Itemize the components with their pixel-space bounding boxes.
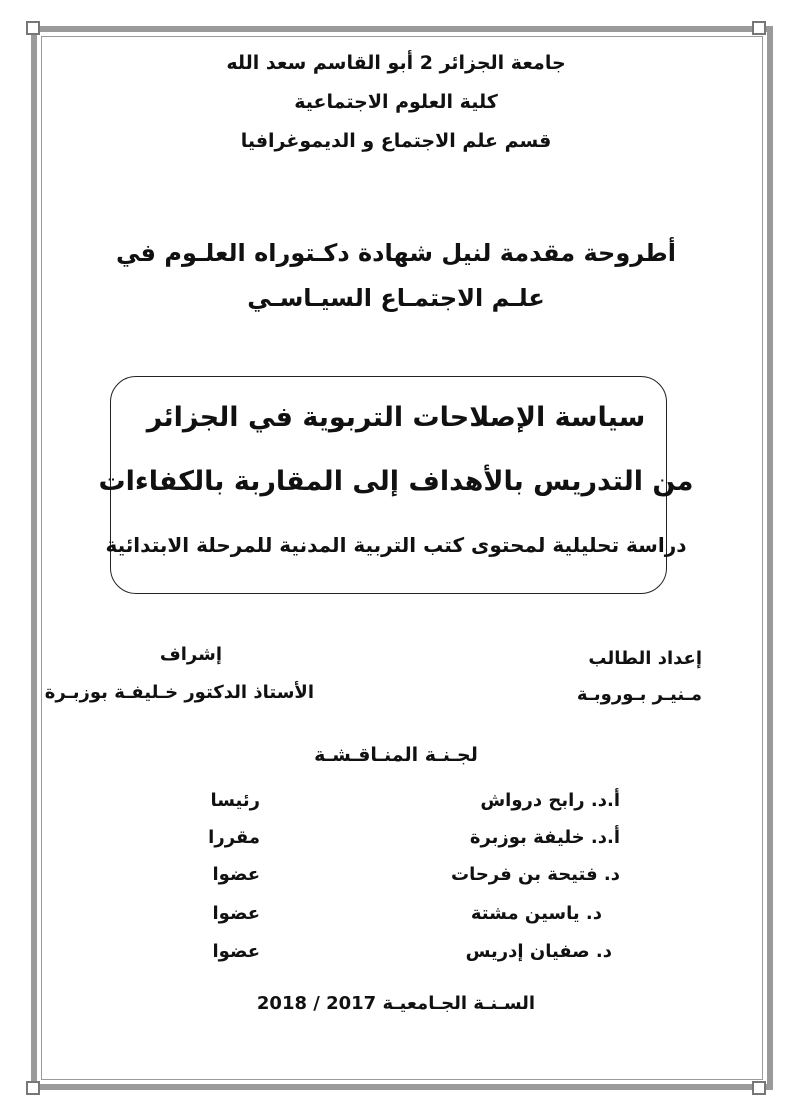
- supervisor-name: الأستاذ الدكتور خـليفـة بوزبـرة: [44, 682, 314, 703]
- thesis-subtitle: من التدريس بالأهداف إلى المقاربة بالكفاءات: [98, 466, 694, 497]
- faculty-name: كلية العلوم الاجتماعية: [294, 91, 498, 113]
- prepared-by-label: إعداد الطالب: [588, 648, 702, 669]
- committee-member-name: أ.د. رابح درواش: [480, 790, 620, 811]
- department-name: قسم علم الاجتماع و الديموغرافيا: [240, 130, 552, 152]
- committee-member-role: عضوا: [212, 903, 260, 924]
- border-corner-ornament: [752, 1081, 766, 1095]
- student-name: مـنيـر بـوروبـة: [576, 684, 702, 705]
- committee-member-name: أ.د. خليفة بوزبرة: [469, 827, 620, 848]
- committee-member-role: عضوا: [212, 941, 260, 962]
- thesis-field-line: علـم الاجتمـاع السيـاسـي: [247, 284, 545, 312]
- committee-member-role: رئيسا: [210, 790, 260, 811]
- border-corner-ornament: [752, 21, 766, 35]
- thesis-title: سياسة الإصلاحات التربوية في الجزائر: [146, 402, 646, 433]
- thesis-study-description: دراسة تحليلية لمحتوى كتب التربية المدنية للمرحلة الابتدائية: [105, 533, 687, 557]
- committee-member-role: عضوا: [212, 864, 260, 885]
- supervision-label: إشراف: [159, 644, 222, 665]
- committee-member-name: د. فتيحة بن فرحات: [450, 864, 620, 885]
- thesis-degree-line: أطروحة مقدمة لنيل شهادة دكـتوراه العلـوم في: [116, 239, 676, 267]
- border-corner-ornament: [26, 1081, 40, 1095]
- committee-member-name: د. صفيان إدريس: [465, 941, 612, 962]
- committee-member-name: د. ياسين مشتة: [470, 903, 602, 924]
- committee-heading: لجـنـة المنـاقـشـة: [314, 744, 478, 766]
- academic-year: السـنـة الجـامعيـة 2017 / 2018: [256, 993, 536, 1014]
- committee-member-role: مقررا: [208, 827, 260, 848]
- border-corner-ornament: [26, 21, 40, 35]
- university-name: جامعة الجزائر 2 أبو القاسم سعد الله: [226, 52, 566, 74]
